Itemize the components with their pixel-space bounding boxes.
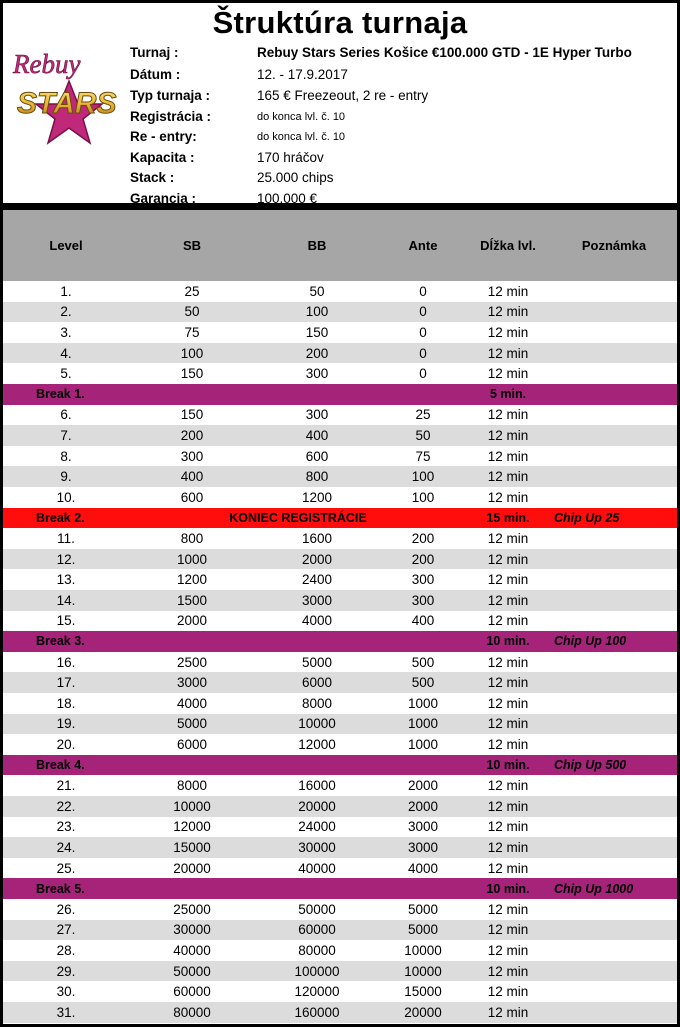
cell-bb: 400: [305, 427, 329, 443]
cell-note: [559, 363, 669, 384]
cell-length: 12 min: [487, 366, 529, 382]
cell-note: [559, 302, 669, 323]
cell-sb: 400: [180, 469, 204, 485]
cell-note: [559, 487, 669, 508]
break-note: Chip Up 100: [554, 634, 627, 649]
table-row: [3, 322, 677, 343]
cell-ante: 0: [419, 304, 427, 320]
cell-ante: 2000: [407, 778, 439, 794]
cell-bb: 200: [305, 345, 329, 361]
cell-ante: 200: [411, 530, 435, 546]
table-row: [3, 652, 677, 673]
cell-bb: 20000: [298, 798, 336, 814]
cell-note: [559, 775, 669, 796]
table-row: [3, 837, 677, 858]
cell-level: 4.: [60, 345, 72, 361]
table-row: [3, 693, 677, 714]
rebuy-stars-logo: [7, 41, 119, 151]
cell-note: [559, 1002, 669, 1023]
cell-level: 8.: [60, 448, 72, 464]
cell-bb: 24000: [298, 819, 336, 835]
info-value: 165 € Freezeout, 2 re - entry: [257, 88, 429, 103]
break-row: [3, 878, 677, 899]
cell-ante: 0: [419, 345, 427, 361]
break-note: Chip Up 25: [554, 510, 620, 525]
cell-length: 12 min: [487, 592, 529, 608]
cell-level: 20.: [56, 736, 76, 752]
cell-bb: 60000: [298, 922, 336, 938]
cell-ante: 500: [411, 675, 435, 691]
cell-sb: 150: [180, 407, 204, 423]
cell-bb: 16000: [298, 778, 336, 794]
cell-note: [559, 425, 669, 446]
cell-note: [559, 549, 669, 570]
info-value: 170 hráčov: [257, 150, 324, 165]
cell-length: 12 min: [487, 345, 529, 361]
table-row: [3, 775, 677, 796]
break-label: Break 4.: [36, 758, 85, 773]
cell-length: 12 min: [487, 407, 529, 423]
cell-length: 12 min: [487, 736, 529, 752]
cell-ante: 1000: [407, 716, 439, 732]
structure-table-header: [0, 206, 680, 281]
cell-sb: 100: [180, 345, 204, 361]
cell-ante: 15000: [404, 984, 442, 1000]
break-row: [3, 508, 677, 529]
cell-sb: 25000: [173, 901, 211, 917]
cell-ante: 1000: [407, 695, 439, 711]
table-row: [3, 672, 677, 693]
cell-length: 12 min: [487, 1004, 529, 1020]
info-value: do konca lvl. č. 10: [257, 111, 346, 123]
cell-length: 12 min: [487, 469, 529, 485]
cell-note: [559, 981, 669, 1002]
cell-ante: 0: [419, 283, 427, 299]
cell-bb: 10000: [298, 716, 336, 732]
cell-sb: 2000: [176, 613, 208, 629]
break-label: Break 1.: [36, 387, 85, 402]
cell-sb: 30000: [173, 922, 211, 938]
cell-sb: 60000: [173, 984, 211, 1000]
break-label: Break 5.: [36, 881, 85, 896]
cell-ante: 50: [415, 427, 431, 443]
table-row: [3, 899, 677, 920]
cell-length: 12 min: [487, 963, 529, 979]
cell-sb: 200: [180, 427, 204, 443]
break-length: 15 min.: [486, 510, 530, 525]
cell-sb: 4000: [176, 695, 208, 711]
cell-ante: 25: [415, 407, 431, 423]
cell-sb: 50: [184, 304, 200, 320]
table-row: [3, 920, 677, 941]
cell-note: [559, 590, 669, 611]
cell-bb: 120000: [294, 984, 340, 1000]
table-row: [3, 302, 677, 323]
table-row: [3, 590, 677, 611]
cell-length: 12 min: [487, 448, 529, 464]
cell-level: 7.: [60, 427, 72, 443]
cell-level: 6.: [60, 407, 72, 423]
cell-note: [559, 817, 669, 838]
cell-sb: 3000: [176, 675, 208, 691]
structure-table-body: [0, 281, 680, 1027]
cell-bb: 300: [305, 366, 329, 382]
cell-note: [559, 322, 669, 343]
cell-sb: 6000: [176, 736, 208, 752]
cell-note: [559, 528, 669, 549]
table-row: [3, 858, 677, 879]
cell-ante: 400: [411, 613, 435, 629]
cell-sb: 50000: [173, 963, 211, 979]
cell-ante: 2000: [407, 798, 439, 814]
cell-bb: 1200: [301, 489, 333, 505]
cell-sb: 75: [184, 324, 200, 340]
cell-bb: 5000: [301, 654, 333, 670]
cell-length: 12 min: [487, 839, 529, 855]
cell-bb: 300: [305, 407, 329, 423]
column-header: Ante: [408, 238, 438, 253]
cell-sb: 800: [180, 530, 204, 546]
cell-level: 13.: [56, 572, 76, 588]
cell-note: [559, 569, 669, 590]
cell-ante: 5000: [407, 922, 439, 938]
info-label: Stack :: [130, 170, 175, 185]
cell-sb: 150: [180, 366, 204, 382]
cell-bb: 30000: [298, 839, 336, 855]
table-row: [3, 487, 677, 508]
table-row: [3, 611, 677, 632]
cell-bb: 80000: [298, 942, 336, 958]
cell-level: 16.: [56, 654, 76, 670]
table-row: [3, 281, 677, 302]
cell-level: 19.: [56, 716, 76, 732]
cell-length: 12 min: [487, 901, 529, 917]
cell-bb: 2400: [301, 572, 333, 588]
info-label: Garancia :: [130, 191, 197, 206]
cell-level: 30.: [56, 984, 76, 1000]
table-row: [3, 940, 677, 961]
cell-level: 5.: [60, 366, 72, 382]
cell-sb: 10000: [173, 798, 211, 814]
cell-level: 26.: [56, 901, 76, 917]
column-header: Dĺžka lvl.: [480, 238, 536, 253]
break-length: 10 min.: [486, 634, 530, 649]
cell-note: [559, 466, 669, 487]
table-row: [3, 714, 677, 735]
cell-level: 12.: [56, 551, 76, 567]
table-row: [3, 1002, 677, 1023]
cell-level: 29.: [56, 963, 76, 979]
column-header: BB: [307, 238, 327, 253]
cell-level: 21.: [56, 778, 76, 794]
cell-ante: 10000: [404, 963, 442, 979]
cell-level: 10.: [56, 489, 76, 505]
cell-sb: 600: [180, 489, 204, 505]
cell-sb: 5000: [176, 716, 208, 732]
cell-level: 14.: [56, 592, 76, 608]
cell-ante: 75: [415, 448, 431, 464]
cell-sb: 15000: [173, 839, 211, 855]
logo-text-top: Rebuy: [13, 49, 81, 79]
cell-length: 12 min: [487, 427, 529, 443]
info-value: do konca lvl. č. 10: [257, 131, 346, 143]
info-label: Turnaj :: [130, 45, 179, 60]
cell-length: 12 min: [487, 530, 529, 546]
cell-length: 12 min: [487, 654, 529, 670]
cell-sb: 8000: [176, 778, 208, 794]
info-value: 100.000 €: [257, 191, 318, 206]
break-label: Break 3.: [36, 634, 85, 649]
cell-ante: 300: [411, 572, 435, 588]
cell-note: [559, 652, 669, 673]
page-title: Štruktúra turnaja: [212, 5, 468, 40]
cell-note: [559, 611, 669, 632]
column-header: Level: [49, 238, 83, 253]
table-row: [3, 569, 677, 590]
column-header: SB: [182, 238, 202, 253]
table-row: [3, 961, 677, 982]
cell-bb: 1600: [301, 530, 333, 546]
cell-note: [559, 734, 669, 755]
cell-note: [559, 837, 669, 858]
cell-length: 12 min: [487, 798, 529, 814]
cell-length: 12 min: [487, 942, 529, 958]
cell-length: 12 min: [487, 922, 529, 938]
cell-note: [559, 961, 669, 982]
break-row: [3, 384, 677, 405]
cell-level: 23.: [56, 819, 76, 835]
info-value: 12. - 17.9.2017: [257, 67, 348, 82]
cell-note: [559, 899, 669, 920]
cell-sb: 20000: [173, 860, 211, 876]
table-row: [3, 549, 677, 570]
cell-level: 2.: [60, 304, 72, 320]
cell-bb: 40000: [298, 860, 336, 876]
cell-note: [559, 796, 669, 817]
cell-level: 25.: [56, 860, 76, 876]
cell-ante: 1000: [407, 736, 439, 752]
table-row: [3, 363, 677, 384]
table-row: [3, 528, 677, 549]
table-row: [3, 343, 677, 364]
info-label: Typ turnaja :: [130, 88, 211, 103]
cell-bb: 6000: [301, 675, 333, 691]
cell-bb: 150: [305, 324, 329, 340]
logo-text-bottom: STARS: [17, 87, 117, 120]
cell-note: [559, 281, 669, 302]
cell-ante: 4000: [407, 860, 439, 876]
break-label: Break 2.: [36, 510, 85, 525]
cell-bb: 800: [305, 469, 329, 485]
table-row: [3, 734, 677, 755]
cell-level: 15.: [56, 613, 76, 629]
cell-sb: 1500: [176, 592, 208, 608]
info-label: Kapacita :: [130, 150, 195, 165]
info-value: 25.000 chips: [257, 170, 334, 185]
cell-length: 12 min: [487, 984, 529, 1000]
cell-ante: 20000: [404, 1004, 442, 1020]
cell-note: [559, 343, 669, 364]
cell-level: 27.: [56, 922, 76, 938]
cell-ante: 10000: [404, 942, 442, 958]
cell-ante: 3000: [407, 819, 439, 835]
cell-level: 22.: [56, 798, 76, 814]
cell-ante: 300: [411, 592, 435, 608]
cell-sb: 1200: [176, 572, 208, 588]
cell-sb: 40000: [173, 942, 211, 958]
cell-level: 11.: [57, 530, 75, 546]
info-label: Registrácia :: [130, 109, 212, 124]
cell-length: 12 min: [487, 324, 529, 340]
cell-level: 1.: [60, 283, 72, 299]
cell-length: 12 min: [487, 613, 529, 629]
cell-bb: 160000: [294, 1004, 340, 1020]
cell-ante: 100: [411, 469, 435, 485]
info-label: Re - entry:: [130, 129, 197, 144]
cell-level: 31.: [56, 1004, 76, 1020]
table-row: [3, 405, 677, 426]
cell-length: 12 min: [487, 860, 529, 876]
cell-sb: 2500: [176, 654, 208, 670]
cell-note: [559, 714, 669, 735]
break-note: Chip Up 1000: [554, 881, 634, 896]
break-length: 10 min.: [486, 758, 530, 773]
break-length: 10 min.: [486, 881, 530, 896]
cell-length: 12 min: [487, 283, 529, 299]
cell-bb: 12000: [298, 736, 336, 752]
column-header: Poznámka: [581, 238, 647, 253]
cell-ante: 500: [411, 654, 435, 670]
table-row: [3, 446, 677, 467]
info-label: Dátum :: [130, 67, 181, 82]
cell-bb: 3000: [301, 592, 333, 608]
cell-bb: 100: [305, 304, 329, 320]
table-row: [3, 796, 677, 817]
table-row: [3, 425, 677, 446]
tournament-header: [0, 0, 680, 206]
break-length: 5 min.: [489, 387, 527, 402]
cell-bb: 50: [309, 283, 325, 299]
cell-ante: 0: [419, 366, 427, 382]
cell-level: 18.: [56, 695, 76, 711]
cell-length: 12 min: [487, 551, 529, 567]
cell-level: 3.: [60, 324, 72, 340]
cell-ante: 3000: [407, 839, 439, 855]
cell-bb: 4000: [301, 613, 333, 629]
info-value: Rebuy Stars Series Košice €100.000 GTD - 1E Hyper Turbo: [257, 45, 632, 60]
break-row: [3, 631, 677, 652]
cell-length: 12 min: [487, 304, 529, 320]
cell-level: 28.: [56, 942, 76, 958]
break-note: Chip Up 500: [554, 758, 627, 773]
cell-length: 12 min: [487, 778, 529, 794]
cell-note: [559, 672, 669, 693]
cell-note: [559, 940, 669, 961]
cell-length: 12 min: [487, 819, 529, 835]
table-row: [3, 466, 677, 487]
cell-note: [559, 446, 669, 467]
cell-sb: 25: [184, 283, 200, 299]
cell-level: 24.: [56, 839, 76, 855]
cell-ante: 200: [411, 551, 435, 567]
cell-length: 12 min: [487, 675, 529, 691]
cell-level: 9.: [60, 469, 72, 485]
cell-sb: 80000: [173, 1004, 211, 1020]
cell-note: [559, 693, 669, 714]
cell-length: 12 min: [487, 716, 529, 732]
rebuy-stars-logo-graphic: [7, 41, 119, 151]
cell-bb: 600: [305, 448, 329, 464]
cell-sb: 1000: [176, 551, 208, 567]
cell-bb: 50000: [298, 901, 336, 917]
cell-bb: 2000: [301, 551, 333, 567]
table-row: [3, 981, 677, 1002]
cell-note: [559, 405, 669, 426]
cell-length: 12 min: [487, 572, 529, 588]
cell-length: 12 min: [487, 695, 529, 711]
cell-ante: 100: [411, 489, 435, 505]
cell-ante: 0: [419, 324, 427, 340]
registration-end-label: KONIEC REGISTRÁCIE: [229, 510, 367, 525]
break-row: [3, 755, 677, 776]
cell-level: 17.: [56, 675, 76, 691]
table-row: [3, 817, 677, 838]
cell-note: [559, 858, 669, 879]
cell-length: 12 min: [487, 489, 529, 505]
cell-ante: 5000: [407, 901, 439, 917]
cell-bb: 100000: [294, 963, 340, 979]
cell-sb: 300: [180, 448, 204, 464]
cell-sb: 12000: [173, 819, 211, 835]
cell-bb: 8000: [301, 695, 333, 711]
cell-note: [559, 920, 669, 941]
